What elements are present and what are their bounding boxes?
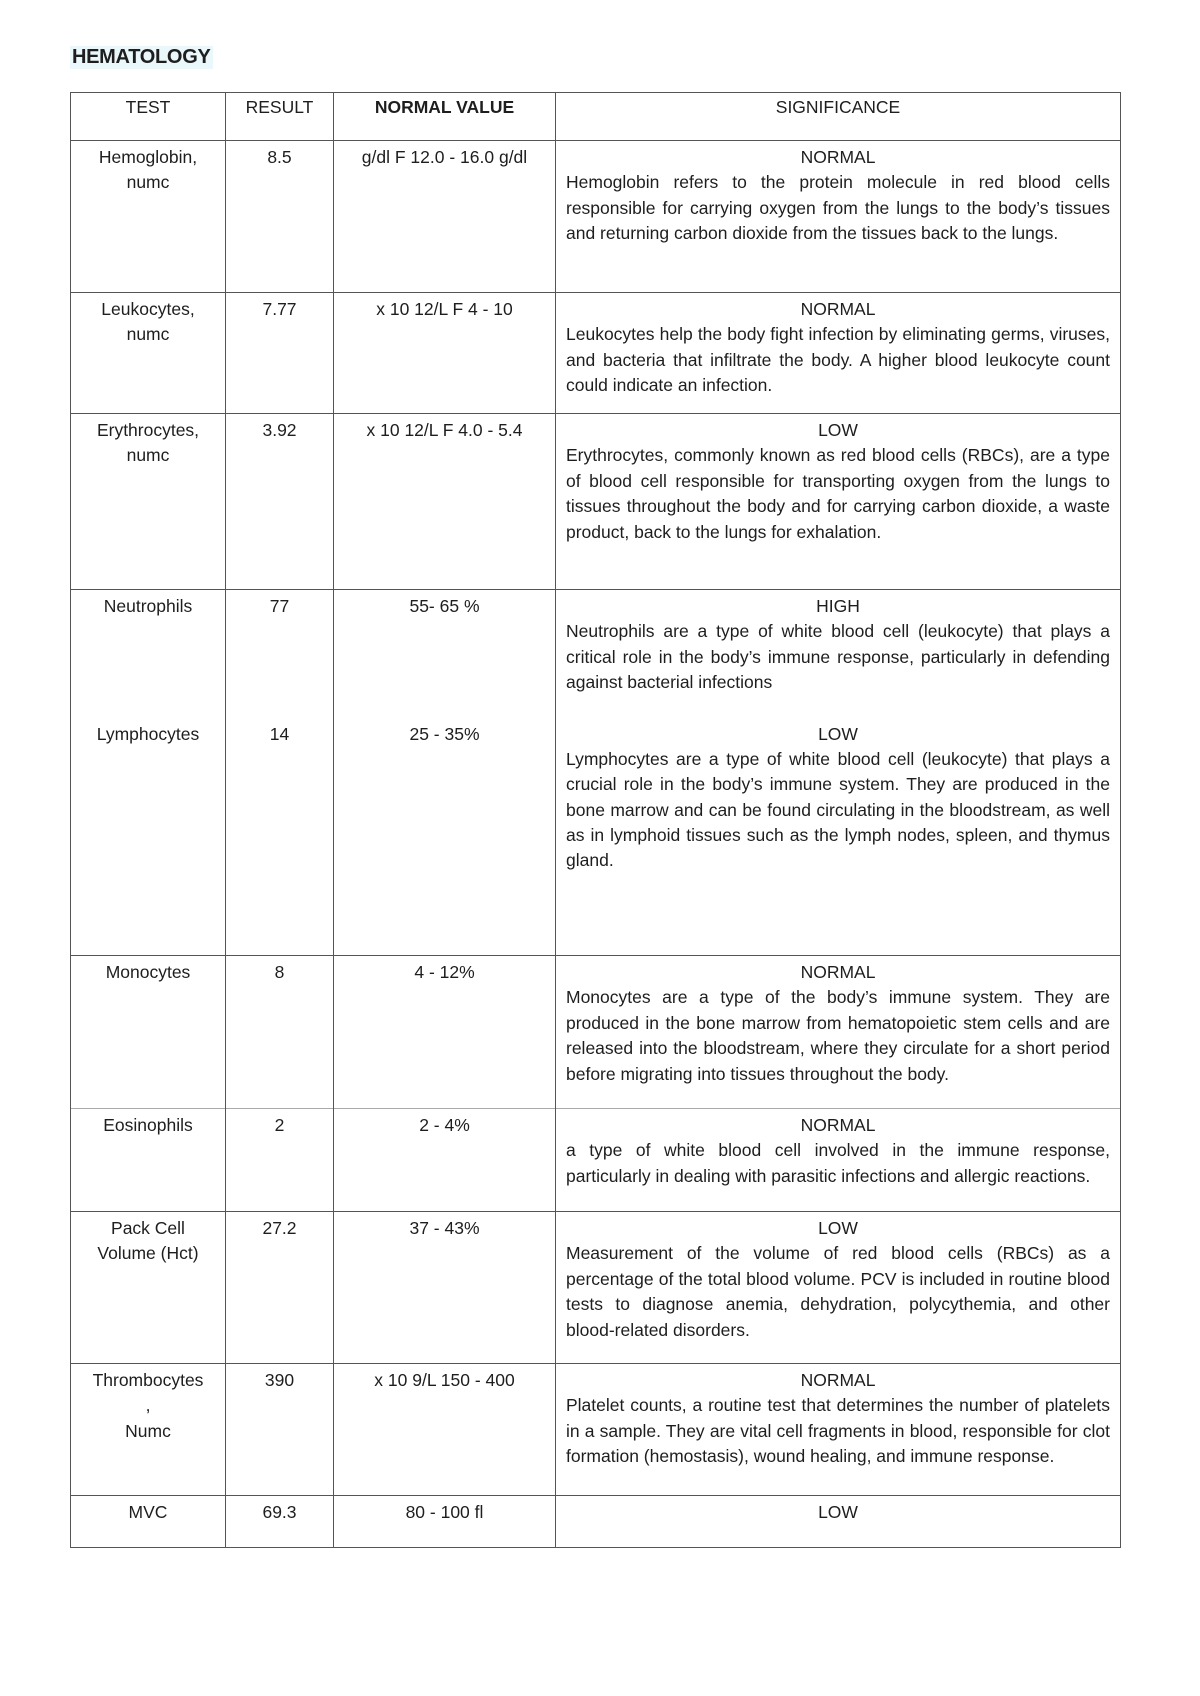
table-row — [71, 1496, 1121, 1548]
significance-text: Platelet counts, a routine test that determines the number of platelets in a sample. They are vital cell fragments in blood, responsible for clot formation (hemostasis), wound healing, and immune response. — [566, 1395, 1110, 1467]
test-name: Erythrocytes, numc — [71, 414, 226, 590]
normal-range: x 10 9/L 150 - 400 — [334, 1364, 556, 1496]
test-name-suffix: Numc — [125, 1420, 171, 1441]
table-row — [71, 1212, 1121, 1364]
result-value: 69.3 — [226, 1496, 334, 1548]
test-name: Neutrophils — [71, 590, 226, 718]
significance-text: Hemoglobin refers to the protein molecule in red blood cells responsible for carrying oxygen from the lungs to the body’s tissues and returning carbon dioxide from the tissues back to the lungs. — [566, 172, 1110, 244]
status-label: LOW — [818, 723, 858, 744]
significance-cell — [556, 1364, 1121, 1496]
normal-range: 2 - 4% — [334, 1109, 556, 1212]
significance-text: Leukocytes help the body fight infection by eliminating germs, viruses, and bacteria that infiltrate the body. A higher blood leukocyte count could indicate an infection. — [566, 324, 1110, 396]
normal-range: x 10 12/L F 4.0 - 5.4 — [334, 414, 556, 590]
normal-range: g/dl F 12.0 - 16.0 g/dl — [334, 141, 556, 293]
test-name: Hemoglobin, numc — [71, 141, 226, 293]
status-label: NORMAL — [800, 1370, 876, 1390]
status-label: NORMAL — [800, 962, 876, 982]
significance-cell — [556, 1496, 1121, 1548]
normal-range: 37 - 43% — [334, 1212, 556, 1364]
significance-cell — [556, 1212, 1121, 1364]
status-label: HIGH — [816, 596, 860, 616]
significance-text: Measurement of the volume of red blood cells (RBCs) as a percentage of the total blood volume. PCV is included in routine blood tests to diagnose anemia, dehydration, polycythemia, and other blood-related disorders. — [566, 1243, 1110, 1340]
result-value: 7.77 — [226, 293, 334, 414]
normal-range: 4 - 12% — [334, 956, 556, 1109]
significance-cell — [556, 141, 1121, 293]
hematology-table — [70, 92, 1121, 1548]
table-row — [71, 414, 1121, 590]
header-row — [71, 93, 1121, 141]
significance-cell — [556, 293, 1121, 414]
significance-cell — [556, 956, 1121, 1109]
table-row — [71, 956, 1121, 1109]
significance-text: Erythrocytes, commonly known as red blood cells (RBCs), are a type of blood cell responsible for transporting oxygen from the lungs to tissues throughout the body and for carrying carbon dioxide, a waste product, back to the lungs for exhalation. — [566, 445, 1110, 542]
test-name-comma: , — [145, 1395, 151, 1416]
significance-cell — [556, 1109, 1121, 1212]
significance-text: Lymphocytes are a type of white blood cell (leukocyte) that plays a crucial role in the body’s immune system. They are produced in the bone marrow and can be found circulating in the bloodstream, as well as in lymphoid tissues such as the lymph nodes, spleen, and thymus gland. — [566, 748, 1110, 871]
status-label: NORMAL — [800, 299, 876, 319]
result-value: 8 — [226, 956, 334, 1109]
table-row — [71, 590, 1121, 718]
test-name: Monocytes — [71, 956, 226, 1109]
table-row — [71, 718, 1121, 956]
table-row — [71, 293, 1121, 414]
page-title: HEMATOLOGY — [72, 46, 211, 68]
result-value: 27.2 — [226, 1212, 334, 1364]
status-label: LOW — [818, 1218, 858, 1238]
status-label: NORMAL — [800, 147, 876, 167]
header-normal-value: NORMAL VALUE — [334, 93, 556, 141]
significance-cell — [556, 414, 1121, 590]
significance-text: a type of white blood cell involved in the immune response, particularly in dealing with parasitic infections and allergic reactions. — [566, 1140, 1110, 1186]
normal-range: x 10 12/L F 4 - 10 — [334, 293, 556, 414]
significance-cell — [556, 718, 1121, 956]
test-name: Eosinophils — [71, 1109, 226, 1212]
status-label: NORMAL — [800, 1115, 876, 1135]
status-label: LOW — [818, 1502, 858, 1522]
test-name: Lymphocytes — [71, 718, 226, 956]
test-name: Leukocytes, numc — [71, 293, 226, 414]
test-name: MVC — [71, 1496, 226, 1548]
status-label: LOW — [818, 420, 858, 440]
header-result: RESULT — [226, 93, 334, 141]
significance-text: Neutrophils are a type of white blood cell (leukocyte) that plays a critical role in the body’s immune response, particularly in defending against bacterial infections — [566, 621, 1110, 693]
table-row — [71, 1364, 1121, 1496]
table-row — [71, 141, 1121, 293]
result-value: 8.5 — [226, 141, 334, 293]
significance-text: Monocytes are a type of the body’s immune system. They are produced in the bone marrow from hematopoietic stem cells and are released into the bloodstream, where they circulate for a short period before migrating into tissues throughout the body. — [566, 987, 1110, 1084]
normal-range: 55- 65 % — [334, 590, 556, 718]
result-value: 77 — [226, 590, 334, 718]
test-name: Thrombocytes — [92, 1370, 204, 1390]
table-row — [71, 1109, 1121, 1212]
header-test: TEST — [71, 93, 226, 141]
test-name: Pack Cell Volume (Hct) — [71, 1212, 226, 1364]
header-significance: SIGNIFICANCE — [556, 93, 1121, 141]
normal-range: 25 - 35% — [334, 718, 556, 956]
result-value: 14 — [226, 718, 334, 956]
normal-range: 80 - 100 fl — [334, 1496, 556, 1548]
result-value: 3.92 — [226, 414, 334, 590]
result-value: 390 — [226, 1364, 334, 1496]
result-value: 2 — [226, 1109, 334, 1212]
significance-cell — [556, 590, 1121, 718]
test-name-cell — [71, 1364, 226, 1496]
